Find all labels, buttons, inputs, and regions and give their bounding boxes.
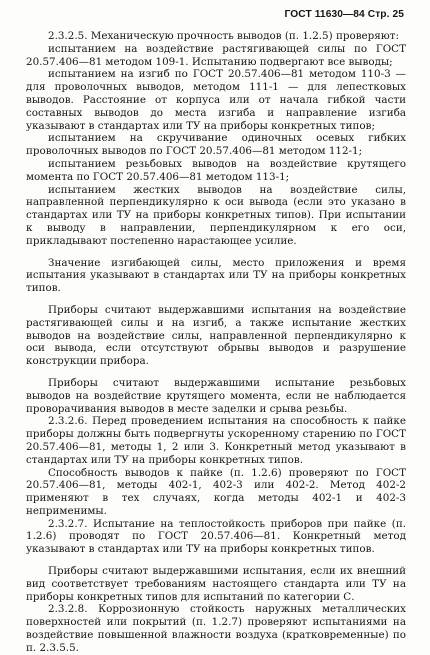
paragraph: испытанием на скручивание одиночных осевых гибких проволочных выводов по ГОСТ 20.57.406—81 методом 112-1; <box>26 132 406 158</box>
paragraph: испытанием жестких выводов на воздействие силы, направленной перпендикулярно к оси вывода (если это указано в стандартах или ТУ на приборы конкретных типов). При испытании к выводу в направлении, перпендикулярном к его оси, прикладывают постепенно нарастающее усилие. <box>26 183 406 247</box>
paragraph: Значение изгибающей силы, место приложения и время испытания указывают в стандартах или ТУ на приборы конкретных типов. <box>26 256 406 295</box>
paragraph: 2.3.2.8. Коррозионную стойкость наружных металлических поверхностей или покрытий (п. 1.2.7) проверяют испытаниями на воздействие повышенной влажности воздуха (кратковременные) по п. 2.3.5.5. <box>26 603 406 654</box>
paragraph: испытанием резьбовых выводов на воздействие крутящего момента по ГОСТ 20.57.406—81 методом 113-1; <box>26 157 406 183</box>
page-header: ГОСТ 11630—84 Стр. 25 <box>284 9 404 20</box>
paragraph: Приборы считают выдержавшими испытания на воздействие растягивающей силы и на изгиб, а также испытание жестких выводов на воздействие силы, направленной перпендикулярно к оси вывода, если отсутствуют обрывы выводов и разрушение конструкции прибора. <box>26 303 406 368</box>
paragraph: 2.3.2.5. Механическую прочность выводов (п. 1.2.5) проверяют: <box>48 30 400 42</box>
paragraph: 2.3.2.7. Испытание на теплостойкость приборов при пайке (п. 1.2.6) проводят по ГОСТ 20.57.406—81. Конкретный метод указывают в стандартах или ТУ на приборы конкретных типов. <box>26 517 406 556</box>
paragraph: 2.3.2.6. Перед проведением испытания на способность к пайке приборы должны быть подвергнуты ускоренному старению по ГОСТ 20.57.406—81, методы 1, 2 или 3. Конкретный метод указывают в стандартах или ТУ на приборы конкретных типов. <box>26 415 406 466</box>
paragraph: Способность выводов к пайке (п. 1.2.6) проверяют по ГОСТ 20.57.406—81, методы 402-1, 402-3 или 402-2. Метод 402-2 применяют в тех случаях, когда методы 402-1 и 402-3 неприменимы. <box>26 466 406 517</box>
paragraph: испытанием на воздействие растягивающей силы по ГОСТ 20.57.406—81 методом 109-1. Испытанию подвергают все выводы; <box>26 42 406 68</box>
paragraph: Приборы считают выдержавшими испытание резьбовых выводов на воздействие крутящего момента, если не наблюдается проворачивания выводов в месте заделки и срыва резьбы. <box>26 376 406 415</box>
paragraph: испытанием на изгиб по ГОСТ 20.57.406—81 методом 110-3 — для проволочных выводов, методом 111-1 — для лепестковых выводов. Расстояние от корпуса или от начала гибкой части составных выводов до места изгиба и направление изгиба указывают в стандартах или ТУ на приборы конкретных типов; <box>26 68 406 132</box>
document-body <box>26 30 406 655</box>
paragraph: Приборы считают выдержавшими испытания, если их внешний вид соответствует требованиям настоящего стандарта или ТУ на приборы конкретных типов для испытаний по категории С. <box>26 565 406 603</box>
